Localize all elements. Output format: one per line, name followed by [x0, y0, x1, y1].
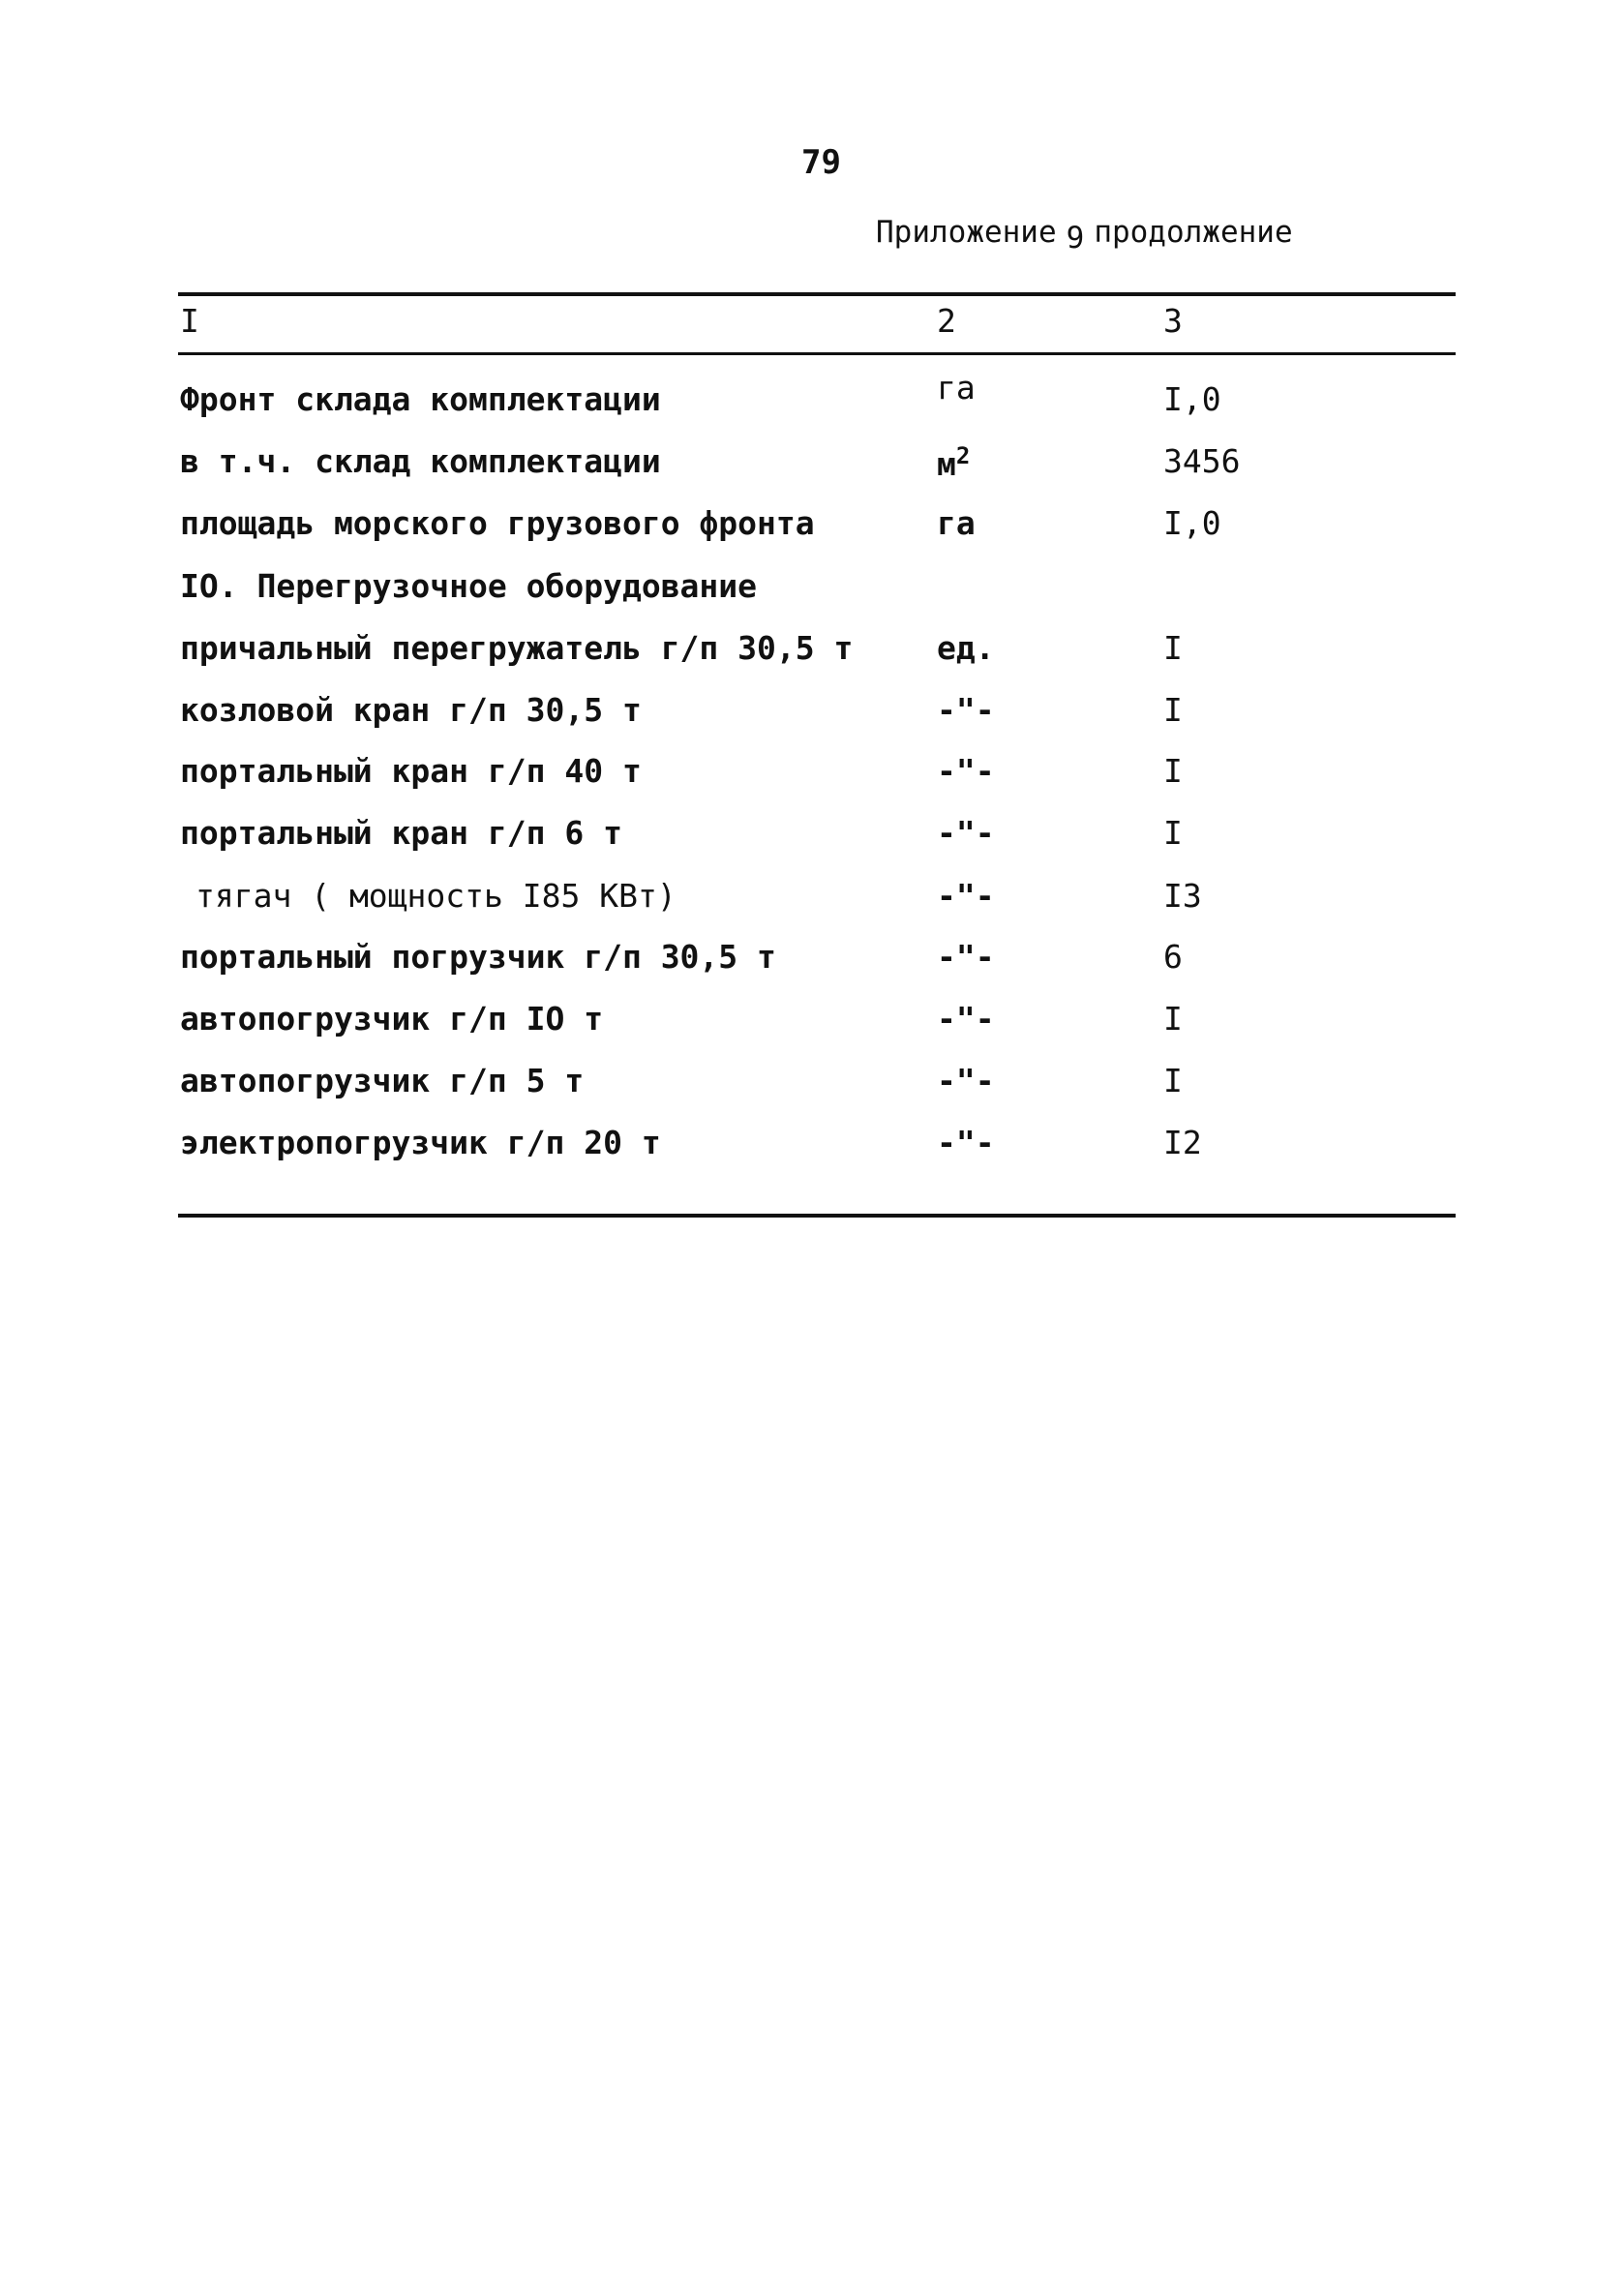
row-value: I,0: [1163, 504, 1221, 542]
row-unit: -"-: [937, 1124, 995, 1161]
table-row: [0, 629, 1624, 687]
row-name: IO. Перегрузочное оборудование: [180, 567, 758, 605]
unit-base: м: [937, 445, 956, 483]
row-name: портальный погрузчик г/п 30,5 т: [180, 938, 776, 976]
row-unit: -"-: [937, 752, 995, 790]
row-name: Фронт склада комплектации: [180, 380, 661, 418]
row-unit: ед.: [937, 629, 995, 667]
row-name: портальный кран г/п 40 т: [180, 752, 642, 790]
row-value: I: [1163, 1062, 1183, 1099]
row-name: тягач ( мощность I85 КВт): [195, 877, 677, 915]
table-row: [0, 877, 1624, 935]
table-top-rule: [178, 292, 1456, 296]
row-name: портальный кран г/п 6 т: [180, 814, 622, 852]
appendix-continuation: продолжение: [1094, 215, 1293, 250]
table-row: [0, 691, 1624, 749]
appendix-number: 9: [1066, 221, 1085, 256]
table-row: [0, 567, 1624, 625]
table-header-rule: [178, 352, 1456, 355]
row-name: площадь морского грузового фронта: [180, 504, 815, 542]
table-row: [0, 752, 1624, 810]
row-unit: -"-: [937, 1062, 995, 1099]
appendix-label: Приложение: [876, 215, 1057, 250]
row-name: электропогрузчик г/п 20 т: [180, 1124, 661, 1161]
row-unit: [937, 442, 970, 483]
row-value: I3: [1163, 877, 1202, 915]
row-name: в т.ч. склад комплектации: [180, 442, 661, 480]
table-row: [0, 1124, 1624, 1182]
table-row: [0, 814, 1624, 872]
row-value: I: [1163, 1000, 1183, 1038]
row-value: I2: [1163, 1124, 1202, 1161]
table-row: [0, 442, 1624, 500]
appendix-note: [876, 215, 1293, 256]
column-header-2: 2: [937, 302, 956, 340]
row-name: козловой кран г/п 30,5 т: [180, 691, 642, 729]
table-row: [0, 504, 1624, 562]
table-row: [0, 1062, 1624, 1120]
row-name: автопогрузчик г/п 5 т: [180, 1062, 585, 1099]
table-bottom-rule: [178, 1214, 1456, 1218]
column-header-1: I: [180, 302, 199, 340]
row-unit: -"-: [937, 814, 995, 852]
unit-superscript: 2: [955, 442, 971, 469]
row-unit: га: [937, 504, 976, 542]
column-header-3: 3: [1163, 302, 1183, 340]
row-value: 6: [1163, 938, 1183, 976]
row-value: 3456: [1163, 442, 1241, 480]
row-unit: -"-: [937, 938, 995, 976]
row-name: причальный перегружатель г/п 30,5 т: [180, 629, 854, 667]
row-unit: -"-: [937, 1000, 995, 1038]
row-value: I: [1163, 752, 1183, 790]
page-number: 79: [801, 143, 841, 182]
row-value: I: [1163, 691, 1183, 729]
row-name: автопогрузчик г/п IO т: [180, 1000, 604, 1038]
row-unit: -"-: [937, 691, 995, 729]
table-row: [0, 938, 1624, 996]
row-unit: га: [937, 369, 976, 406]
row-value: I: [1163, 629, 1183, 667]
table-row: [0, 369, 1624, 438]
row-value: I: [1163, 814, 1183, 852]
row-unit: -"-: [937, 877, 995, 915]
table-row: [0, 1000, 1624, 1058]
row-value: I,0: [1163, 380, 1221, 418]
